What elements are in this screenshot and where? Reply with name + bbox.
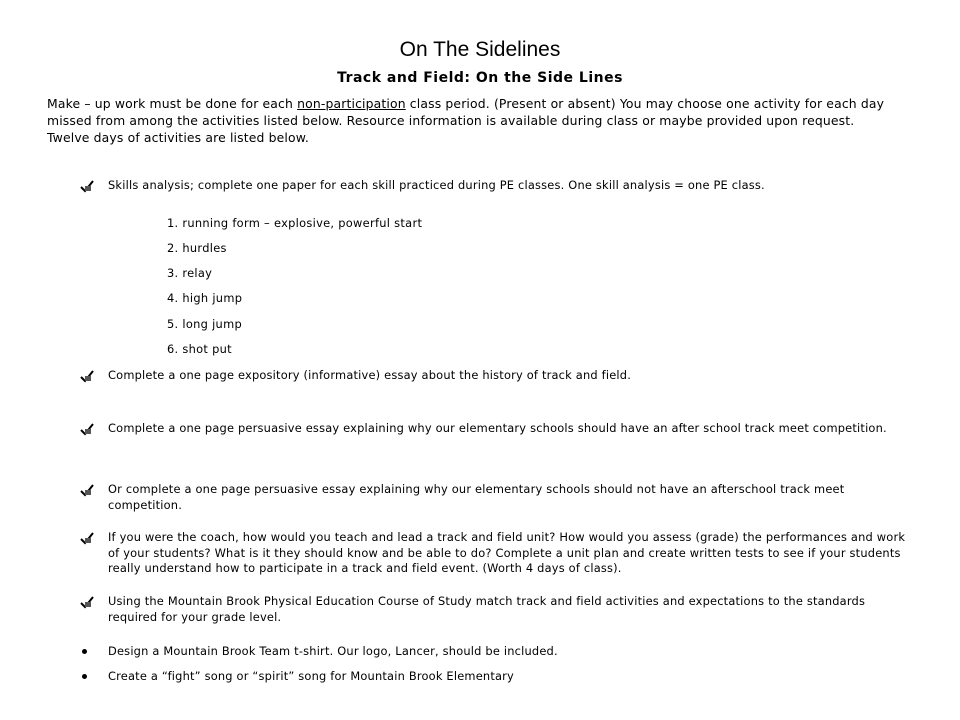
list-item-text: If you were the coach, how would you teach and lead a track and field unit? How would you assess (grade) the performances and work of your students? What is it they should know and be able to do? Complete a unit plan and create written tests to see if your students really understand how to participate in a track and field event. (Worth 4 days of class).: [108, 530, 906, 575]
slide-title: On The Sidelines: [399, 38, 561, 61]
skill-item: 3. relay: [167, 266, 213, 280]
checkmark-bullet-icon: [80, 179, 94, 193]
intro-paragraph: [47, 95, 897, 146]
round-bullet-icon: [82, 674, 87, 679]
list-item-text: Create a “fight” song or “spirit” song for Mountain Brook Elementary: [108, 669, 514, 683]
list-item-text: Complete a one page expository (informative) essay about the history of track and field.: [108, 368, 632, 382]
checkmark-bullet-icon: [80, 531, 94, 545]
intro-text-end: class period. (Present or absent) You may choose one activity for each day missed from among the activities listed below. Resource information is available during class or maybe provided upon request. Twelve days of activities are listed below.: [47, 96, 885, 145]
intro-underlined-term: non-participation: [297, 96, 406, 111]
checkmark-bullet-icon: [80, 422, 94, 436]
round-bullet-icon: [82, 649, 87, 654]
document-title: Track and Field: On the Side Lines: [337, 70, 623, 86]
list-item-text: Design a Mountain Brook Team t-shirt. Our logo, Lancer, should be included.: [108, 644, 558, 658]
skill-item: 6. shot put: [167, 342, 232, 356]
list-item-text: Or complete a one page persuasive essay explaining why our elementary schools should not have an afterschool track meet competition.: [108, 482, 845, 512]
list-item-text: Using the Mountain Brook Physical Education Course of Study match track and field activities and expectations to the standards required for your grade level.: [108, 594, 866, 624]
skill-item: 2. hurdles: [167, 241, 227, 255]
checkmark-bullet-icon: [80, 369, 94, 383]
list-item-text: Complete a one page persuasive essay explaining why our elementary schools should have an after school track meet competition.: [108, 421, 887, 435]
list-item-text: Skills analysis; complete one paper for each skill practiced during PE classes. One skill analysis = one PE class.: [108, 178, 765, 192]
skill-item: 5. long jump: [167, 317, 243, 331]
checkmark-bullet-icon: [80, 595, 94, 609]
checkmark-bullet-icon: [80, 483, 94, 497]
skill-item: 1. running form – explosive, powerful start: [167, 216, 423, 230]
intro-text-start: Make – up work must be done for each: [47, 96, 298, 111]
skill-item: 4. high jump: [167, 291, 243, 305]
